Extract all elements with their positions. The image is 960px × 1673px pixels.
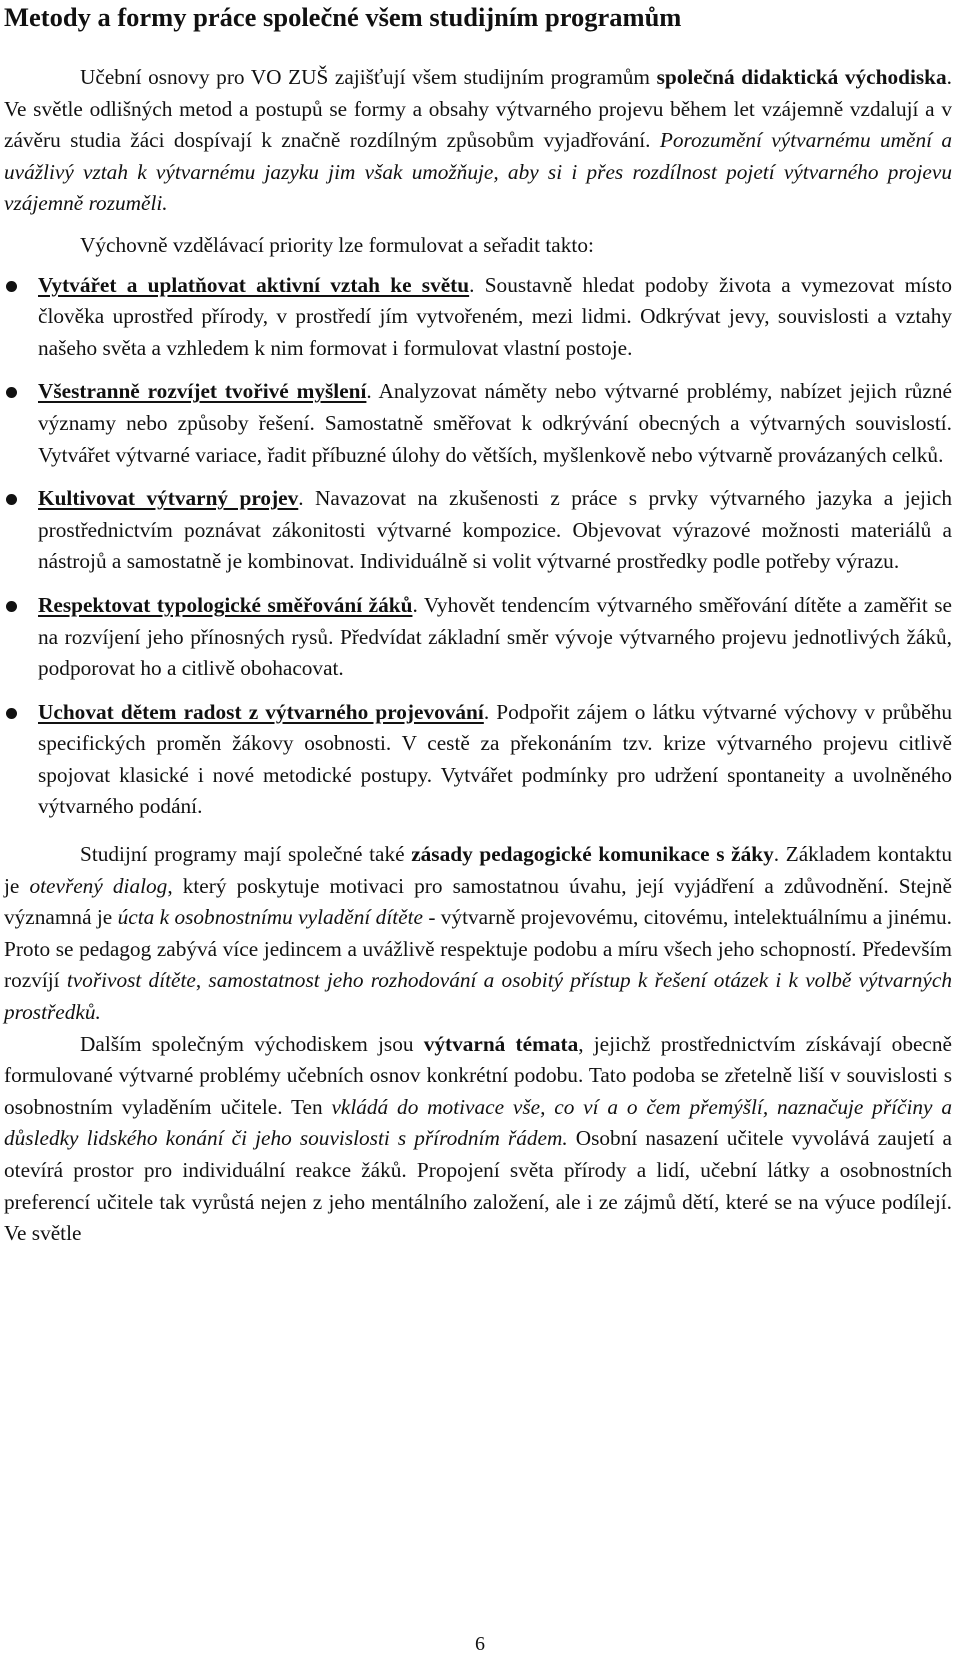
intro-bold-1: společná didaktická východiska [656, 65, 947, 89]
intro-paragraph [4, 62, 952, 220]
principles-italic-1: otevřený dialog [29, 873, 168, 898]
principles-italic-4: samostatnost jeho rozhodování a osobitý přístup k řešení otázek i k volbě výtvarných prostředků. [4, 968, 952, 1025]
bullet-heading: Respektovat typologické směřování žáků [38, 592, 413, 617]
principles-text-3: , který poskytuje motivaci pro samostatnou úvahu, její vyjádření a zdůvodnění. Stejně významná je [4, 873, 952, 930]
bullet-icon [6, 601, 17, 612]
priorities-intro: Výchovně vzdělávací priority lze formulovat a seřadit takto: [80, 232, 594, 257]
list-item [4, 483, 952, 578]
bullet-heading: Všestranně rozvíjet tvořivé myšlení [38, 379, 367, 404]
intro-text-1: Učební osnovy pro VO ZUŠ zajišťují všem studijním programům [80, 65, 657, 89]
page-number: 6 [475, 1633, 485, 1655]
themes-bold-1: výtvarná témata [423, 1031, 579, 1056]
list-item [4, 270, 952, 365]
bullet-heading: Uchovat dětem radost z výtvarného projevování [38, 699, 484, 724]
themes-text-2: , jejichž prostřednictvím získávají obecně formulované výtvarné problémy učebních osnov konkrétní podobu. Tato podoba se zřetelně liší v souvislosti s osobnostním vyladěním učitele. Ten [4, 1031, 952, 1119]
document-page [4, 0, 952, 1250]
principles-text-5: , [195, 968, 209, 993]
themes-paragraph [4, 1029, 952, 1250]
principles-bold-1: zásady pedagogické komunikace s žáky [411, 842, 774, 867]
themes-italic-1: vkládá do motivace vše, co ví a o čem přemýšlí, naznačuje příčiny a důsledky lidského konání či jeho souvislosti s přírodním řádem. [4, 1094, 952, 1151]
intro-italic-1: Porozumění výtvarnému umění a uvážlivý vztah k výtvarnému jazyku jim však umožňuje, aby si i přes rozdílnost pojetí výtvarného projevu vzájemně rozuměli. [4, 128, 952, 216]
bullet-text: . Soustavně hledat podoby života a vymezovat místo člověka uprostřed přírody, v prostředí jím vytvořeném, mezi lidmi. Odkrývat jevy, souvislosti a vztahy našeho světa a vzhledem k nim formovat i formulovat vlastní postoje. [38, 272, 953, 360]
bullet-icon [6, 387, 17, 398]
priorities-list [4, 270, 952, 824]
list-item [4, 376, 952, 471]
principles-paragraph [4, 839, 952, 1029]
bullet-heading: Vytvářet a uplatňovat aktivní vztah ke světu [38, 272, 470, 297]
principles-italic-3: tvořivost dítěte [66, 968, 196, 993]
bullet-text: . Vyhovět tendencím výtvarného směřování dítěte a zaměřit se na rozvíjení jeho přínosných rysů. Předvídat základní směr vývoje výtvarného projevu jednotlivých žáků, podporovat ho a citlivě obohacovat. [38, 592, 952, 681]
list-item [4, 697, 952, 823]
bullet-text: . Navazovat na zkušenosti z práce s prvky výtvarného jazyka a jejich prostřednictvím poznávat zákonitosti výtvarné kompozice. Objevovat výrazové možnosti materiálů a nástrojů a samostatně je kombinovat. Individuálně si volit výtvarné prostředky podle potřeby výrazu. [38, 486, 952, 574]
bullet-icon [6, 708, 17, 719]
list-item [4, 590, 952, 685]
intro-text-2: . Ve světle odlišných metod a postupů se formy a obsahy výtvarného projevu během let vzájemně vzdalují a v závěru studia žáci dospívají k značně rozdílným způsobům vyjadřování. [4, 65, 952, 153]
principles-text-1: Studijní programy mají společné také [80, 842, 412, 867]
themes-text-1: Dalším společným východiskem jsou [80, 1031, 424, 1056]
principles-text-2: . Základem kontaktu je [4, 842, 952, 898]
themes-text-3: Osobní nasazení učitele vyvolává zaujetí a otevírá prostor pro individuální reakce žáků. Propojení světa přírody a lidí, učební látky a osobnostních preferencí učitele tak vyrůstá nejen z jeho mentálního založení, ale i ze zájmů dětí, které se na výuce podílejí. Ve světle [4, 1126, 952, 1246]
principles-italic-2: úcta k osobnostnímu vyladění dítěte [117, 905, 423, 930]
page-title: Metody a formy práce společné všem studijním programům [4, 2, 682, 32]
bullet-icon [6, 494, 17, 505]
bullet-heading: Kultivovat výtvarný projev [38, 486, 299, 511]
principles-text-4: - výtvarně projevovému, citovému, intelektuálnímu a jinému. Proto se pedagog zabývá více jedincem a uvážlivě respektuje podobu a míru všech jeho schopností. Především rozvíjí [4, 905, 953, 993]
bullet-text: . Analyzovat náměty nebo výtvarné problémy, nabízet jejich různé významy nebo způsoby řešení. Samostatně směřovat k odkrývání obecných a výtvarných souvislostí. Vytvářet výtvarné variace, řadit příbuzné úlohy do větších, myšlenkově nebo výtvarně provázaných celků. [38, 379, 952, 467]
bullet-icon [6, 281, 17, 292]
bullet-text: . Podpořit zájem o látku výtvarné výchovy v průběhu specifických proměn žákovy osobnosti. V cestě za překonáním tzv. krize výtvarného projevu citlivě spojovat klasické i nové metodické postupy. Vytvářet podmínky pro udržení spontaneity a uvolněného výtvarného podání. [38, 699, 953, 819]
